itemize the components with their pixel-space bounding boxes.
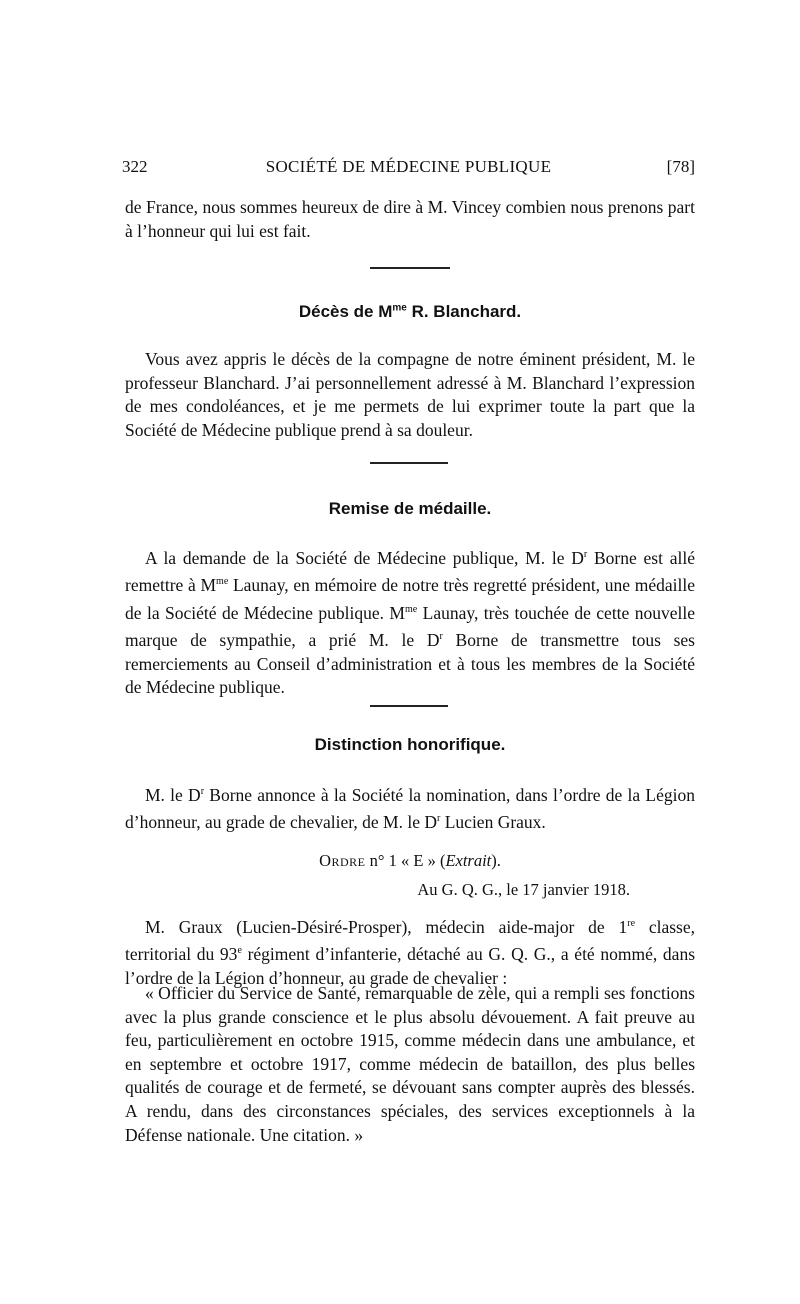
section-divider (370, 705, 448, 707)
paragraph-citation: M. Graux (Lucien-Désiré-Prosper), médecin aide-major de 1re classe, territorial du 93e régiment d’infanterie, détaché au G. Q. G., a été nommé, dans l’ordre de la Légion d’honneur, au grade de chevalier : (125, 916, 695, 988)
section-divider (370, 462, 448, 464)
quoted-citation: « Officier du Service de Santé, remarquable de zèle, qui a rempli ses fonctions avec la plus grande conscience et le plus absolu dévouement. A fait preuve au feu, particulièrement en octobre 1915, comme médecin dans une ambulance, et en septembre et octobre 1917, comme médecin de bataillon, des plus belles qualités de courage et de fermeté, se dévouant sans compter auprès des blessés. A rendu, dans des circonstances spéciales, des services exceptionnels à la Défense nationale. Une citation. » (125, 983, 695, 1145)
dateline: Au G. Q. G., le 17 janvier 1918. (417, 880, 630, 899)
paragraph-remise: A la demande de la Société de Médecine publique, M. le $D^r$ Borne est allé remettre à $M^{me}$ Launay, en mémoire de notre très regretté président, une médaille de la Société de Médecine publique. $M^{me}$ Launay, très touchée de cette nouvelle marque de sympathie, a prié M. le $D^r$ Borne de transmettre tous ses remerciements au Conseil d’administration et à tous les membres de la Société de Médecine publique. (125, 547, 696, 698)
paragraph-distinction: M. le $D^r$ Borne annonce à la Société la nomination, dans l’ordre de la Légion d’honneur, au grade de chevalier, de M. le $D^r$ Lucien Graux. (125, 784, 695, 833)
section-title-distinction: Distinction honorifique. (314, 735, 506, 754)
paragraph-deces: Vous avez appris le décès de la compagne de notre éminent président, M. le professeur Blanchard. J’ai personnellement adressé à M. Blanchard l’expression de mes condoléances, et je me permets de lui exprimer toute la part que la Société de Médecine publique prend à sa douleur. (125, 349, 695, 440)
intro-paragraph: de France, nous sommes heureux de dire à M. Vincey combien nous prenons part à l’honneur qui lui est fait. (125, 197, 695, 241)
section-number: [78] (666, 157, 695, 176)
section-title-remise: Remise de médaille. (328, 499, 492, 518)
section-divider (370, 267, 450, 269)
section-title-deces: Décès de $M^{me}$ R. Blanchard. (298, 302, 522, 321)
running-header (122, 157, 695, 181)
order-reference: Ordre n° 1 « E » (Extrait). (319, 851, 501, 870)
page-number: 322 (122, 157, 148, 176)
journal-title: SOCIÉTÉ DE MÉDECINE PUBLIQUE (265, 157, 552, 176)
